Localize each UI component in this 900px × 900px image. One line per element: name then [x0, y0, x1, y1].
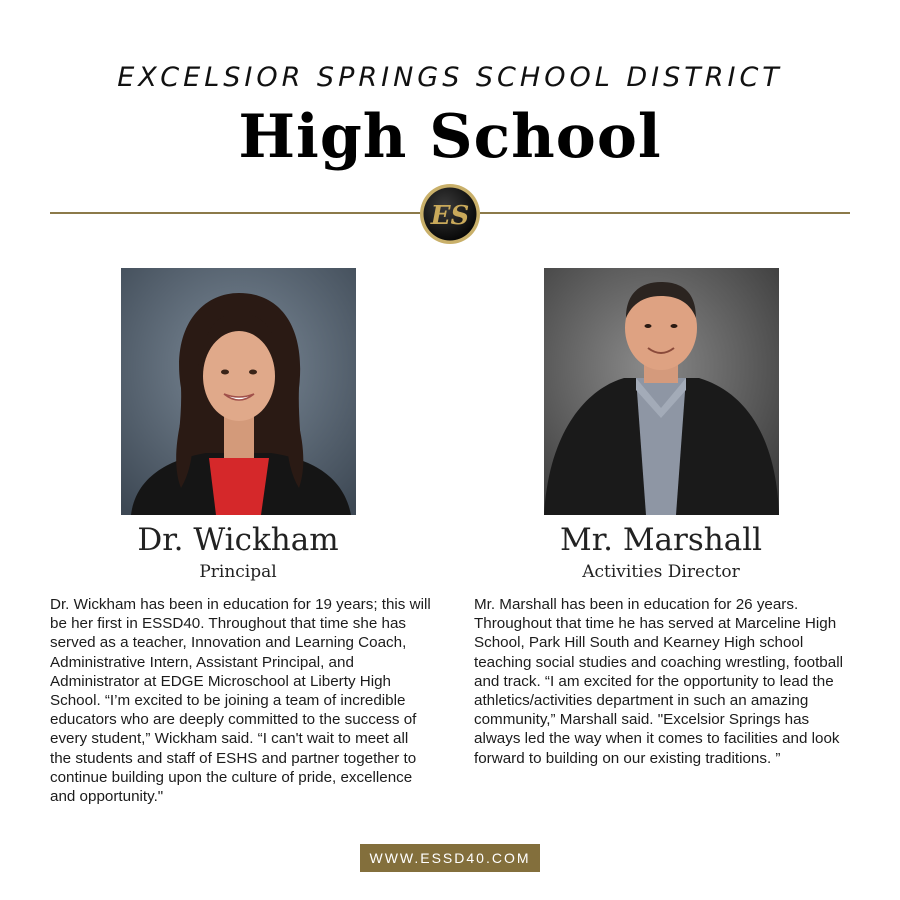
website-link[interactable]: WWW.ESSD40.COM: [360, 844, 540, 872]
divider-right: [480, 212, 850, 214]
bio-marshall: Mr. Marshall has been in education for 26 years. Throughout that time he has served at Marceline High School, Park Hill South and Kearney High school teaching social studies and coaching wrestling, football and track. “I am excited for the opportunity to lead the athletics/activities department in such an amazing community,” Marshall said. "Excelsior Springs has always led the way when it comes to facilities and look forward to building on our existing traditions. ”: [474, 596, 843, 767]
person-title-wickham: Principal: [199, 562, 277, 582]
person-title-marshall: Activities Director: [582, 562, 740, 582]
district-name: EXCELSIOR SPRINGS SCHOOL DISTRICT: [117, 62, 783, 93]
divider-left: [50, 212, 420, 214]
svg-text:ES: ES: [430, 201, 470, 231]
wickham-photo: [121, 268, 356, 515]
es-logo-icon: [419, 183, 481, 245]
bio-wickham: Dr. Wickham has been in education for 19 years; this will be her first in ESSD40. Throughout that time she has served as a teacher, Innovation and Learning Coach, Administrative Intern, Assistant Principal, and Administrator at EDGE Microschool at Liberty High School. “I’m excited to be joining a team of incredible educators who are deeply committed to the success of every student,” Wickham said. “I can't wait to meet all the students and staff of ESHS and partner together to continue building upon the culture of pride, excellence and opportunity.": [50, 596, 431, 806]
page-title: High School: [238, 102, 662, 172]
marshall-photo: [544, 268, 779, 515]
person-name-marshall: Mr. Marshall: [559, 522, 763, 558]
person-name-wickham: Dr. Wickham: [137, 522, 339, 558]
